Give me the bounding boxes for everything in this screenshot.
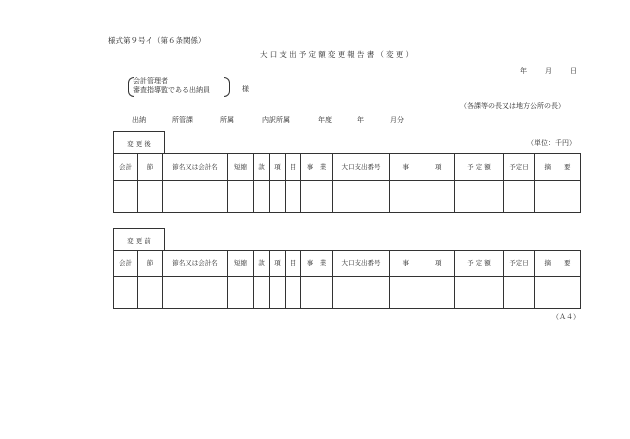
addressee-line1: 会計管理者 xyxy=(133,77,168,85)
table-after-header xyxy=(114,154,581,181)
col-jikou: 事 項 xyxy=(390,154,455,181)
cell[interactable] xyxy=(301,181,333,213)
cell[interactable] xyxy=(455,181,504,213)
bracket-right xyxy=(224,77,230,97)
cell[interactable] xyxy=(504,277,535,309)
col-moku: 目 xyxy=(286,251,301,277)
section-before-label xyxy=(113,228,165,251)
cell[interactable] xyxy=(390,277,455,309)
table-after xyxy=(113,153,581,213)
cell[interactable] xyxy=(286,181,301,213)
cell[interactable] xyxy=(163,181,228,213)
col-jigyou: 事 業 xyxy=(301,251,333,277)
info-gatsubun: 月分 xyxy=(390,116,404,124)
info-shokanka: 所管課 xyxy=(172,116,193,124)
page-title: 大口支出予定額変更報告書（変更） xyxy=(260,50,416,59)
col-jigyou: 事 業 xyxy=(301,154,333,181)
col-setsumei: 節名又は会計名 xyxy=(163,251,228,277)
col-kaikei: 会計 xyxy=(114,251,138,277)
cell[interactable] xyxy=(163,277,228,309)
col-tekiyou: 摘 要 xyxy=(535,154,581,181)
cell[interactable] xyxy=(535,277,581,309)
cell[interactable] xyxy=(301,277,333,309)
section-before-text: 変 更 前 xyxy=(127,236,151,245)
form-number: 様式第９号イ（第６条関係） xyxy=(108,36,206,45)
cell[interactable] xyxy=(254,277,270,309)
table-row xyxy=(114,277,581,309)
col-ookuchi-bangou: 大口支出番号 xyxy=(333,251,390,277)
addressee-line2: 審査指導監である出納員 xyxy=(133,86,210,94)
info-shozoku: 所属 xyxy=(220,116,234,124)
table-before-header xyxy=(114,251,581,277)
info-suito: 出納 xyxy=(132,116,146,124)
cell[interactable] xyxy=(254,181,270,213)
col-moku: 目 xyxy=(286,154,301,181)
col-kan: 款 xyxy=(254,251,270,277)
cell[interactable] xyxy=(333,277,390,309)
col-setsumei: 節名又は会計名 xyxy=(163,154,228,181)
col-setsu: 節 xyxy=(138,154,163,181)
cell[interactable] xyxy=(535,181,581,213)
cell[interactable] xyxy=(286,277,301,309)
cell[interactable] xyxy=(114,277,138,309)
cell[interactable] xyxy=(228,277,254,309)
section-after-label xyxy=(113,131,165,154)
info-uchiwake: 内訳所属 xyxy=(262,116,290,124)
cell[interactable] xyxy=(504,181,535,213)
info-nen: 年 xyxy=(357,116,364,124)
section-after-text: 変 更 後 xyxy=(127,139,151,148)
unit-label: （単位：千円） xyxy=(527,139,576,147)
date-month: 月 xyxy=(545,67,552,75)
col-yoteibi: 予定日 xyxy=(504,251,535,277)
col-yoteigaku: 予 定 額 xyxy=(455,154,504,181)
info-nendo: 年度 xyxy=(318,116,332,124)
cell[interactable] xyxy=(270,277,286,309)
col-tanshuku: 短縮 xyxy=(228,251,254,277)
cell[interactable] xyxy=(390,181,455,213)
col-kou: 項 xyxy=(270,251,286,277)
cell[interactable] xyxy=(114,181,138,213)
cell[interactable] xyxy=(228,181,254,213)
col-jikou: 事 項 xyxy=(390,251,455,277)
col-yoteibi: 予定日 xyxy=(504,154,535,181)
table-row xyxy=(114,181,581,213)
date-year: 年 xyxy=(520,67,527,75)
table-before xyxy=(113,250,581,309)
sender-line: （各課等の長又は地方公所の長） xyxy=(460,102,565,110)
col-kan: 款 xyxy=(254,154,270,181)
addressee-honorific: 様 xyxy=(242,85,249,93)
cell[interactable] xyxy=(333,181,390,213)
cell[interactable] xyxy=(455,277,504,309)
col-ookuchi-bangou: 大口支出番号 xyxy=(333,154,390,181)
col-setsu: 節 xyxy=(138,251,163,277)
cell[interactable] xyxy=(270,181,286,213)
cell[interactable] xyxy=(138,181,163,213)
paper-size-label: （Ａ４） xyxy=(552,313,580,321)
col-kou: 項 xyxy=(270,154,286,181)
date-day: 日 xyxy=(570,67,577,75)
col-tanshuku: 短縮 xyxy=(228,154,254,181)
cell[interactable] xyxy=(138,277,163,309)
col-kaikei: 会計 xyxy=(114,154,138,181)
col-tekiyou: 摘 要 xyxy=(535,251,581,277)
col-yoteigaku: 予 定 額 xyxy=(455,251,504,277)
